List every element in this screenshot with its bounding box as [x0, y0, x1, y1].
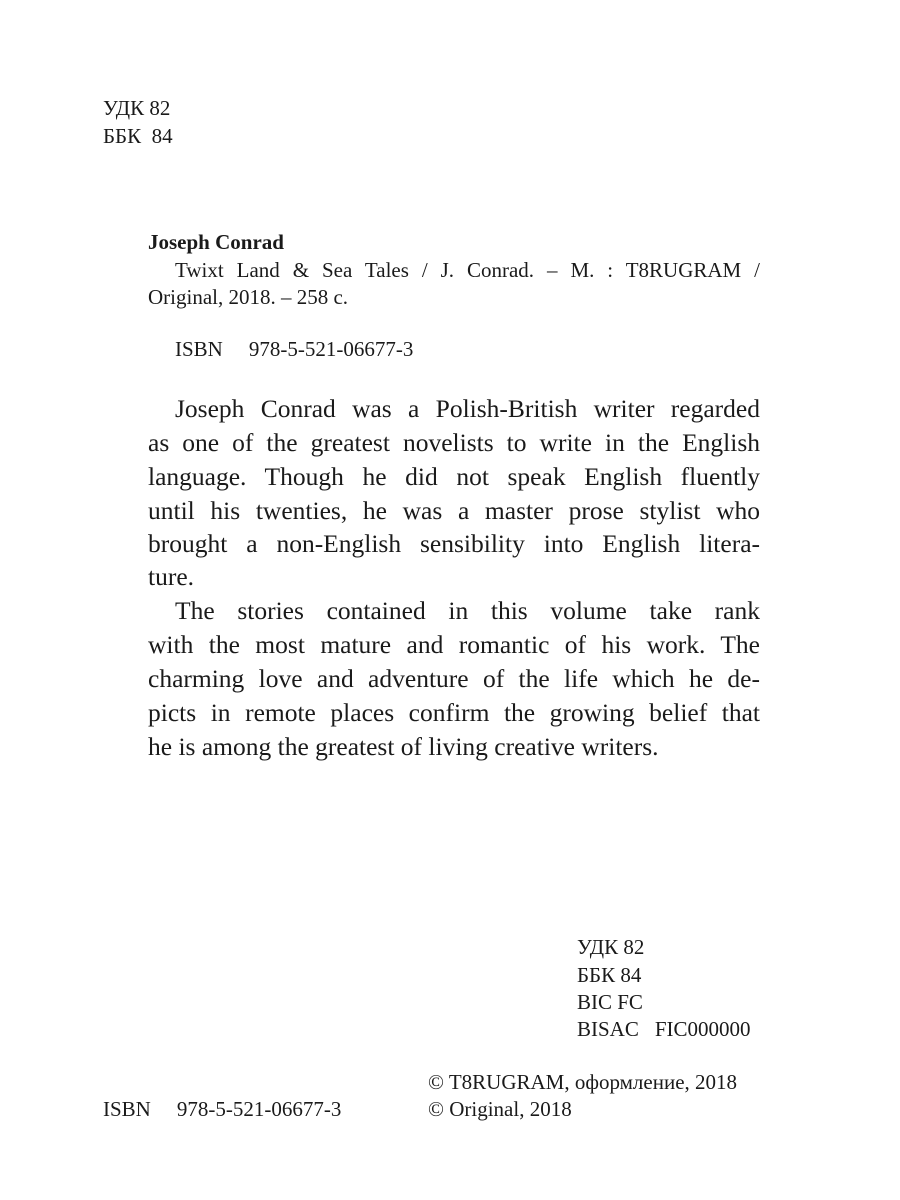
copyright-design: © T8RUGRAM, оформление, 2018	[428, 1070, 738, 1094]
description-line: with the most mature and romantic of his work. The	[148, 630, 760, 659]
catalog-author: Joseph Conrad	[148, 230, 284, 254]
description-line: language. Though he did not speak English fluently	[148, 462, 760, 491]
description-line: he is among the greatest of living creative writers.	[148, 732, 659, 761]
description-line: brought a non-English sensibility into English litera-	[148, 529, 760, 558]
description-line: The stories contained in this volume take rank	[175, 596, 760, 625]
footer-isbn	[103, 1099, 341, 1120]
description-line: charming love and adventure of the life which he de-	[148, 664, 760, 693]
bic-code: BIC FC	[577, 990, 643, 1014]
bottom-udk-code: УДК 82	[577, 935, 645, 959]
catalog-title-line: Twixt Land & Sea Tales / J. Conrad. – M. : T8RUGRAM /	[175, 258, 760, 282]
bbk-code: ББК 84	[103, 124, 173, 148]
isbn-label: ISBN	[175, 337, 223, 361]
udk-code: УДК 82	[103, 96, 171, 120]
description-line: until his twenties, he was a master prose stylist who	[148, 496, 760, 525]
catalog-publication-line: Original, 2018. – 258 c.	[148, 285, 349, 309]
isbn-label: ISBN	[103, 1097, 151, 1121]
description-line: picts in remote places confirm the growing belief that	[148, 698, 760, 727]
description-line: as one of the greatest novelists to write in the English	[148, 428, 760, 457]
bisac-label: BISAC	[577, 1017, 639, 1041]
description-line: ture.	[148, 562, 195, 591]
catalog-isbn	[175, 339, 413, 360]
copyright-original: © Original, 2018	[428, 1097, 572, 1121]
bisac-code	[577, 1019, 751, 1040]
isbn-value: 978-5-521-06677-3	[176, 1097, 342, 1121]
description-line: Joseph Conrad was a Polish-British writer regarded	[175, 394, 760, 423]
isbn-value: 978-5-521-06677-3	[248, 337, 414, 361]
bisac-value: FIC000000	[654, 1017, 751, 1041]
bottom-bbk-code: ББК 84	[577, 963, 642, 987]
